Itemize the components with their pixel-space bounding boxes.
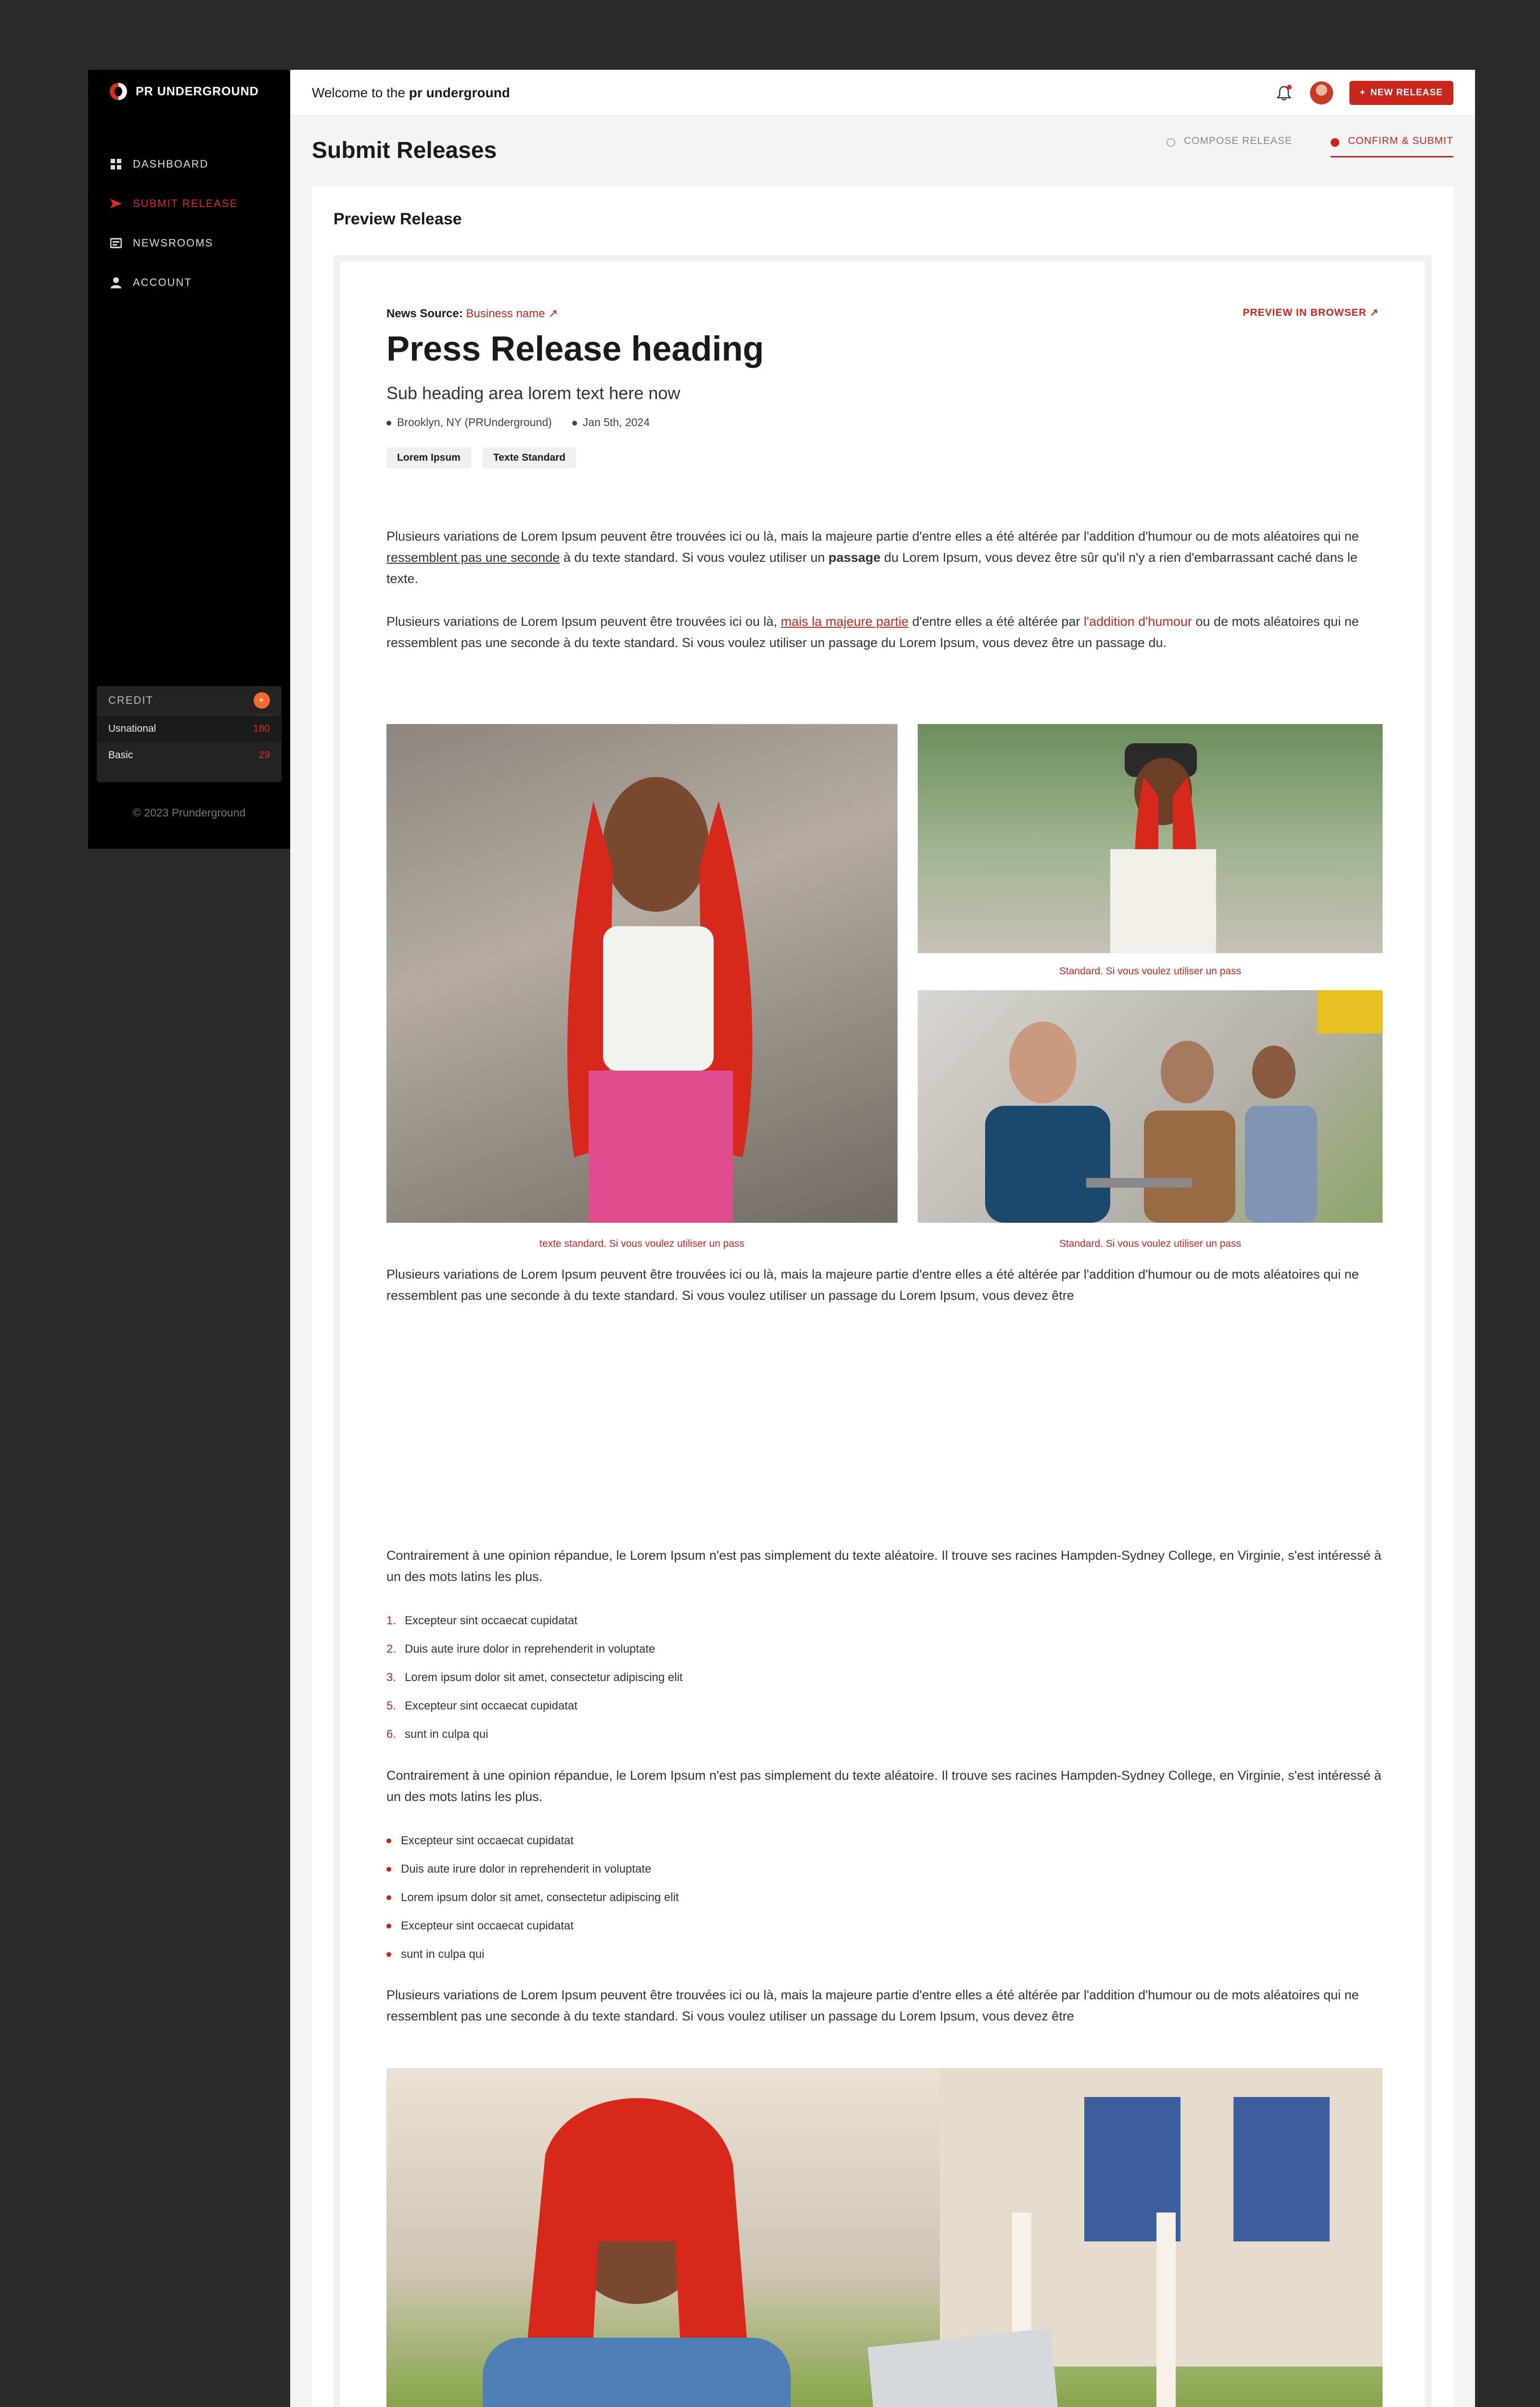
list-item: [386, 1940, 1060, 1968]
list-item: [386, 1720, 1060, 1748]
list-item-text: Lorem ipsum dolor sit amet, consectetur adipiscing elit: [401, 1890, 679, 1904]
list-item: [386, 1826, 1060, 1855]
tag: Texte Standard: [483, 447, 576, 468]
sidebar-item-label: ACCOUNT: [133, 276, 192, 288]
paragraph: Plusieurs variations de Lorem Ipsum peuvent être trouvées ici ou là, mais la majeure partie d'entre elles a été altérée par l'addition d'humour ou de mots aléatoires qui ne ressemblent pas une seconde à du texte standard. Si vous voulez utiliser un passage du Lorem Ipsum, vous devez être: [386, 1267, 1359, 1303]
text: ou de mots aléatoires qui ne ressemblent pas une seconde à du texte standard. Si vous voulez utiliser un passage du Lorem Ipsum, vous devez être un passage du.: [386, 614, 1359, 650]
credit-row: [108, 742, 270, 769]
news-source: [386, 307, 1383, 321]
bullet-icon: [386, 1867, 391, 1872]
preview-in-browser-link[interactable]: [1243, 307, 1379, 319]
paragraph: Plusieurs variations de Lorem Ipsum peuvent être trouvées ici ou là, mais la majeure partie d'entre elles a été altérée par l'addition d'humour ou de mots aléatoires qui ne ressemblent pas une seconde à du texte standard. Si vous voulez utiliser un passage du Lorem Ipsum, vous devez être: [386, 1988, 1359, 2023]
list-number: 2.: [386, 1642, 397, 1656]
release-heading: Press Release heading: [386, 330, 764, 368]
text: Plusieurs variations de Lorem Ipsum peuvent être trouvées ici ou là,: [386, 614, 781, 629]
user-icon: [110, 276, 122, 289]
release-subheading: Sub heading area lorem text here now: [386, 383, 680, 403]
brand-logo[interactable]: [110, 83, 259, 100]
external-link-icon: ↗: [1370, 307, 1379, 318]
credit-row: [97, 715, 282, 742]
list-item-text: Lorem ipsum dolor sit amet, consectetur adipiscing elit: [405, 1670, 683, 1684]
image-people-laptops: [918, 990, 1383, 1223]
paragraph: Contrairement à une opinion répandue, le Lorem Ipsum n'est pas simplement du texte aléatoire. Il trouve ses racines Hampden-Sydney College, en Virginie, s'est intéressé à un des mots latins les plus.: [386, 1548, 1382, 1584]
new-release-button[interactable]: [1349, 81, 1453, 105]
release-meta: [386, 416, 1383, 429]
list-item: [386, 1663, 1060, 1692]
text: Plusieurs variations de Lorem Ipsum peuvent être trouvées ici ou là, mais la majeure partie d'entre elles a été altérée par l'addition d'humour ou de mots aléatoires qui ne: [386, 529, 1359, 544]
inline-link[interactable]: mais la majeure partie: [781, 614, 909, 629]
copyright: © 2023 Prunderground: [132, 806, 246, 819]
list-number: 6.: [386, 1727, 397, 1741]
tag-list: [386, 447, 1383, 468]
sidebar-item-label: DASHBOARD: [133, 158, 209, 170]
bell-icon[interactable]: [1274, 83, 1294, 103]
step-confirm-submit[interactable]: CONFIRM & SUBMIT: [1331, 135, 1453, 157]
list-item-text: Excepteur sint occaecat cupidatat: [401, 1919, 574, 1932]
credit-value: 29: [258, 750, 270, 761]
news-source-label: News Source:: [386, 307, 463, 320]
send-icon: [110, 197, 122, 210]
ordered-list: [386, 1606, 1060, 1748]
add-credit-button[interactable]: +: [254, 692, 270, 709]
sidebar-item-submit-release[interactable]: [110, 184, 273, 223]
bullet-icon: [386, 1838, 391, 1843]
list-item-text: Excepteur sint occaecat cupidatat: [401, 1834, 574, 1847]
logo-icon: [110, 83, 127, 100]
inline-link[interactable]: ressemblent pas une seconde: [386, 550, 560, 565]
list-item-text: Duis aute irure dolor in reprehenderit in voluptate: [401, 1862, 652, 1876]
release-date: Jan 5th, 2024: [572, 416, 650, 429]
topbar: [290, 70, 1475, 116]
list-item-text: Duis aute irure dolor in reprehenderit in voluptate: [405, 1642, 655, 1656]
list-item: [386, 1855, 1060, 1883]
list-item-text: Excepteur sint occaecat cupidatat: [405, 1614, 578, 1627]
list-item: [386, 1692, 1060, 1720]
release-location: Brooklyn, NY (PRUnderground): [386, 416, 552, 429]
photo-illustration: [386, 724, 898, 1223]
sidebar: [88, 70, 290, 849]
text: à du texte standard. Si vous voulez utiliser un: [560, 550, 829, 565]
credit-value: 180: [253, 723, 270, 734]
list-item-text: sunt in culpa qui: [405, 1727, 488, 1741]
brand-name: PR UNDERGROUND: [136, 84, 259, 98]
photo-illustration: [918, 724, 1383, 953]
list-item: [386, 1635, 1060, 1663]
welcome-prefix: Welcome to the: [312, 85, 409, 100]
image-caption: Standard. Si vous voulez utiliser un pass: [1059, 1238, 1242, 1249]
credit-name: Basic: [108, 750, 133, 761]
list-item-text: Excepteur sint occaecat cupidatat: [405, 1699, 578, 1712]
external-link-icon: ↗: [548, 307, 558, 320]
image-woman-vr-headset: [918, 724, 1383, 953]
welcome-site-name: pr underground: [409, 85, 510, 100]
bullet-icon: [386, 1895, 391, 1900]
sidebar-item-account[interactable]: [110, 263, 273, 302]
main-area: [290, 70, 1475, 2407]
notification-dot: [1287, 85, 1292, 90]
image-caption: texte standard. Si vous voulez utiliser un pass: [539, 1238, 745, 1249]
list-number: 3.: [386, 1670, 397, 1684]
step-compose-release[interactable]: COMPOSE RELEASE: [1167, 135, 1292, 157]
sidebar-item-dashboard[interactable]: [110, 144, 273, 184]
image-caption: Standard. Si vous voulez utiliser un pass: [1059, 966, 1242, 977]
sidebar-nav: [110, 144, 273, 302]
list-item-text: sunt in culpa qui: [401, 1947, 485, 1961]
sidebar-item-label: SUBMIT RELEASE: [133, 197, 238, 209]
credit-label: CREDIT: [108, 694, 154, 706]
list-item: [386, 1606, 1060, 1635]
bullet-list: [386, 1826, 1060, 1968]
preview-in-browser-label: PREVIEW IN BROWSER: [1243, 307, 1367, 318]
sidebar-item-newsrooms[interactable]: [110, 223, 273, 263]
preview-card: [312, 187, 1453, 2407]
text: du Lorem Ipsum, vous devez être sûr qu'il n'y a rien d'embarrassant caché dans le texte.: [386, 550, 1358, 586]
newsroom-icon: [110, 237, 122, 249]
bullet-icon: [386, 1952, 391, 1957]
credit-name: Usnational: [108, 723, 156, 734]
paragraph: [386, 611, 1383, 653]
welcome-text: [312, 70, 510, 116]
avatar[interactable]: [1310, 81, 1333, 104]
list-item: [386, 1883, 1060, 1912]
credit-panel: [97, 686, 282, 782]
release-preview: [334, 255, 1432, 2407]
tag: Lorem Ipsum: [386, 447, 471, 468]
image-woman-red-braids: [386, 724, 898, 1223]
list-number: 5.: [386, 1699, 397, 1712]
paragraph: Contrairement à une opinion répandue, le Lorem Ipsum n'est pas simplement du texte aléatoire. Il trouve ses racines Hampden-Sydney College, en Virginie, s'est intéressé à un des mots latins les plus.: [386, 1768, 1382, 1804]
stepper: [1167, 135, 1453, 157]
inline-link[interactable]: l'addition d'humour: [1083, 614, 1192, 629]
sidebar-item-label: NEWSROOMS: [133, 237, 214, 249]
bullet-icon: [386, 1924, 391, 1928]
photo-illustration: [918, 990, 1383, 1223]
list-item: [386, 1912, 1060, 1940]
bold-text: passage: [828, 550, 881, 565]
list-number: 1.: [386, 1614, 397, 1627]
grid-icon: [110, 158, 122, 170]
paragraph: [386, 526, 1383, 589]
page-title: Submit Releases: [312, 138, 497, 163]
text: d'entre elles a été altérée par: [909, 614, 1084, 629]
plus-icon: +: [1360, 87, 1366, 98]
news-source-link[interactable]: Business name: [466, 307, 545, 320]
new-release-label: NEW RELEASE: [1370, 87, 1443, 98]
preview-title: Preview Release: [334, 210, 462, 228]
image-woman-laptop-card: [386, 2068, 1383, 2407]
photo-illustration: [386, 2068, 1383, 2407]
